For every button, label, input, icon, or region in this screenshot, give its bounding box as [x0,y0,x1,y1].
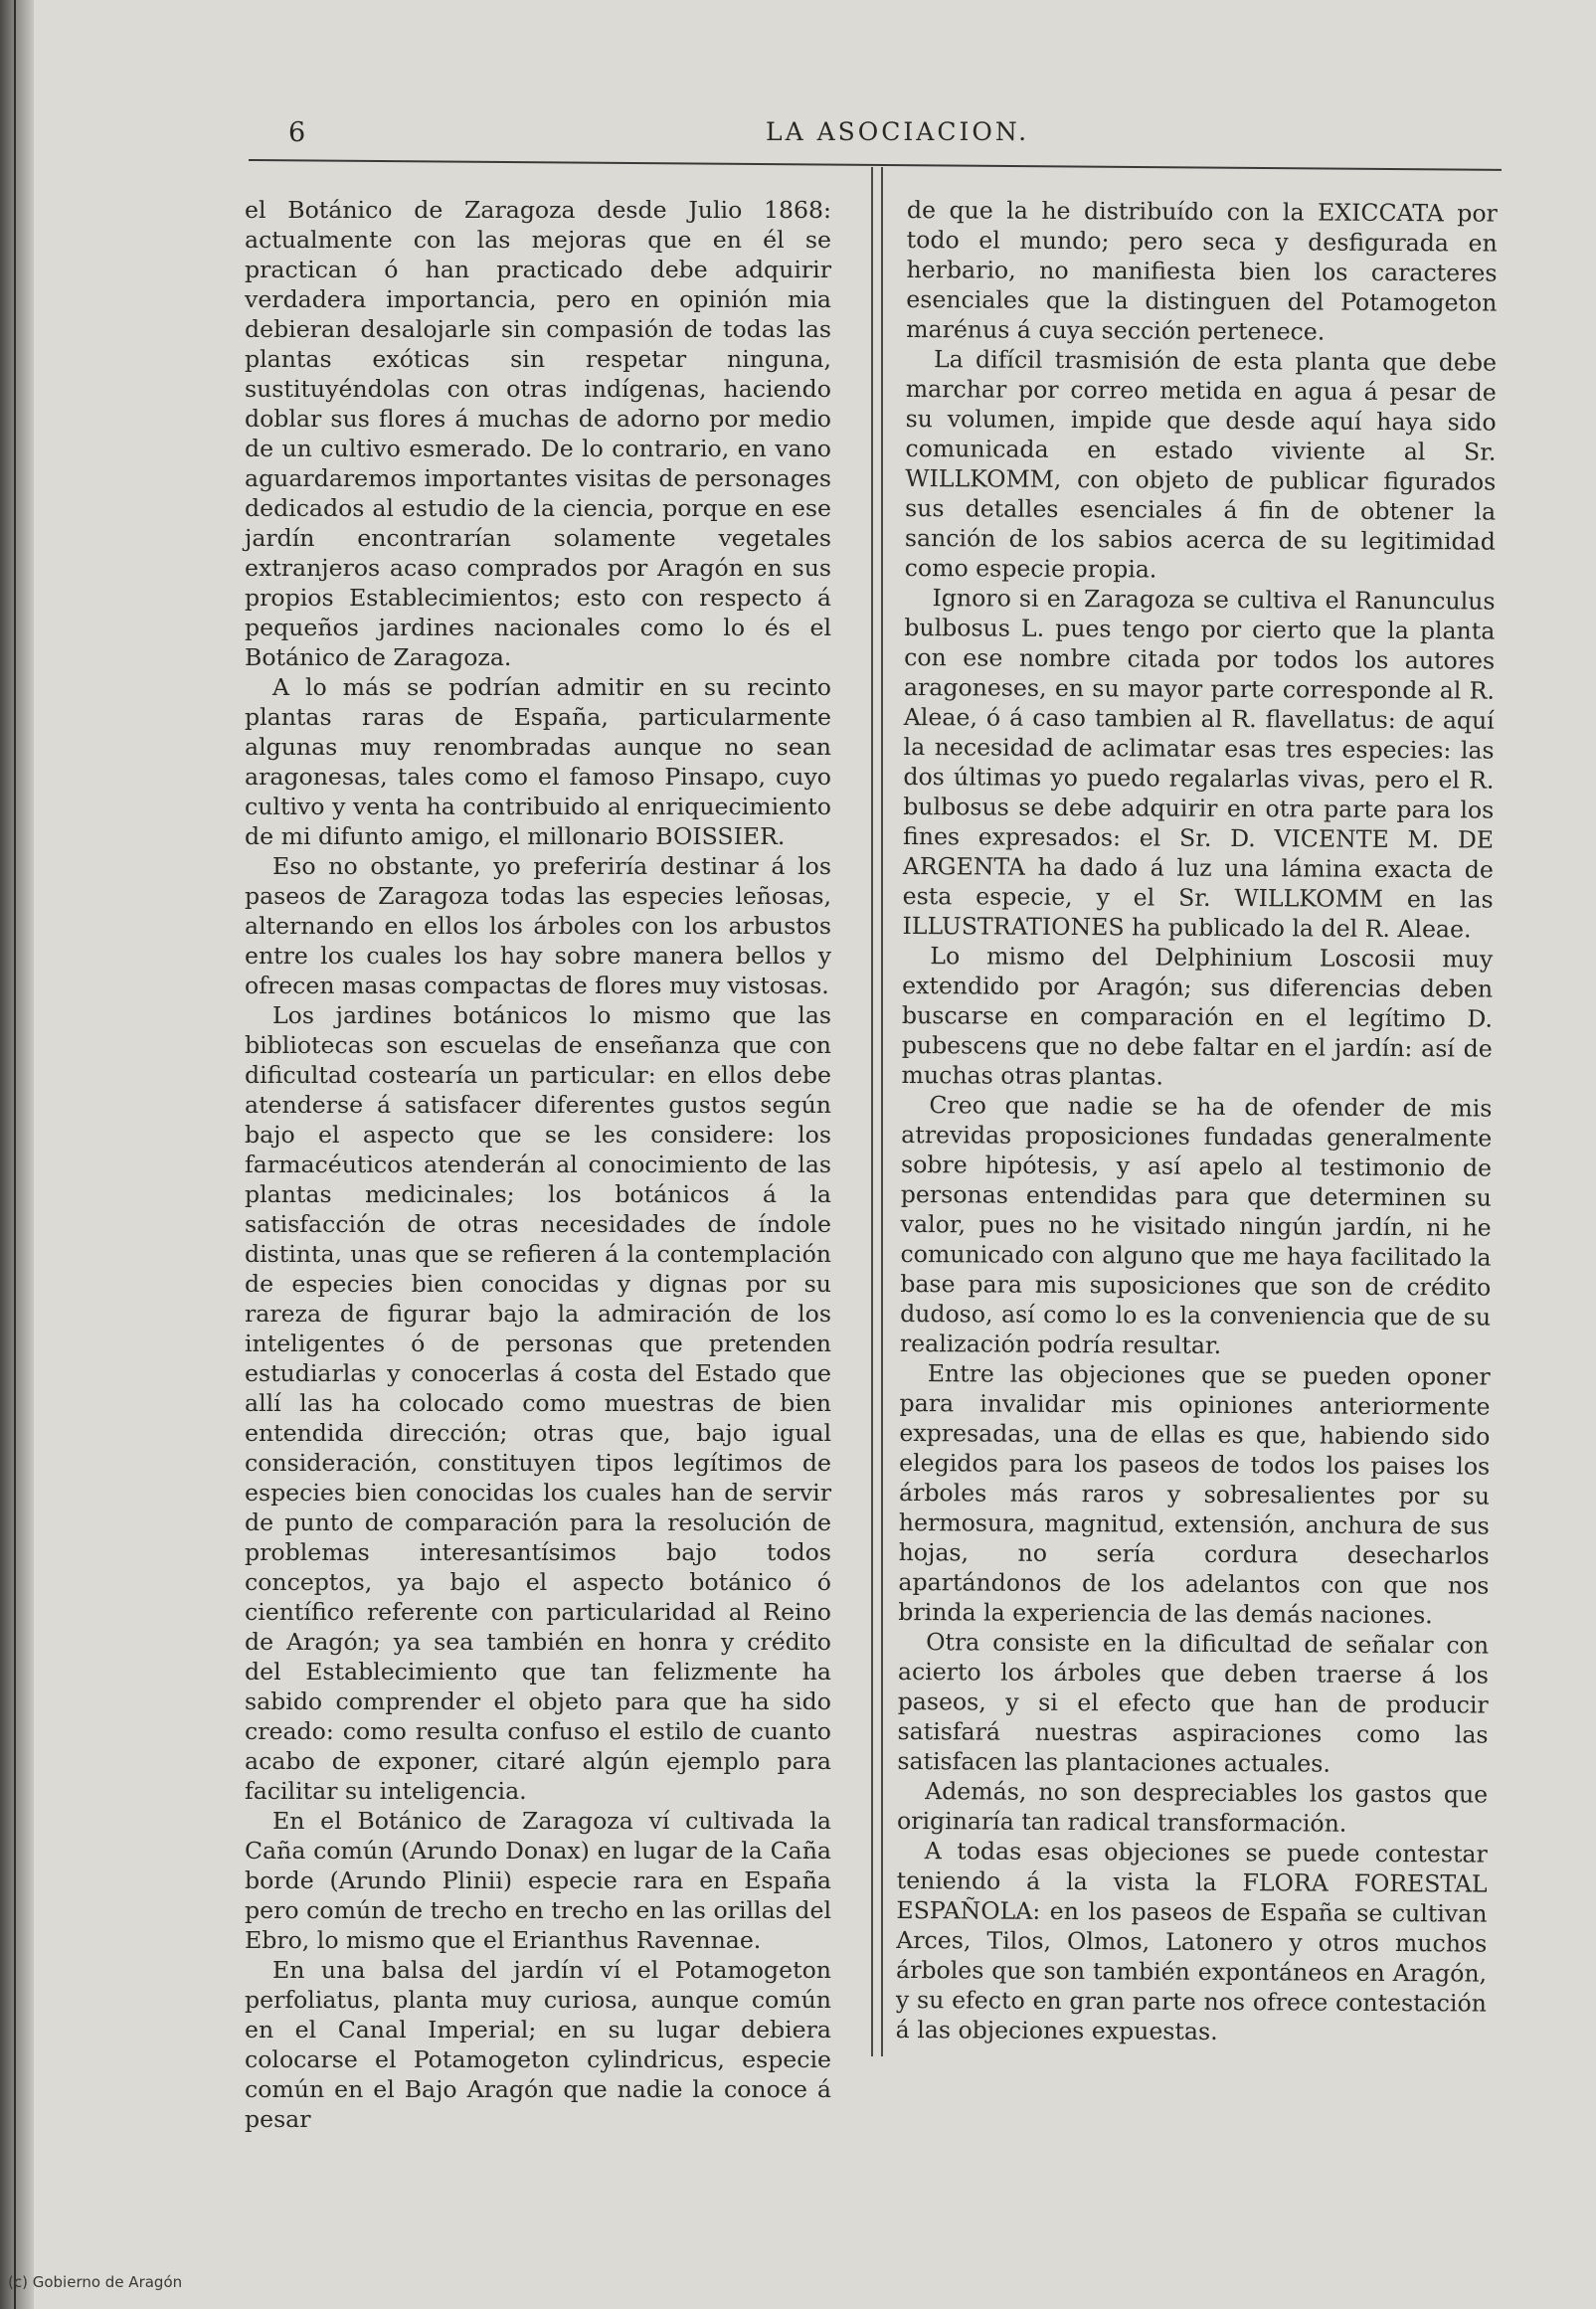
book-spine-shadow [0,0,34,2309]
page-header [249,117,1492,161]
paragraph: A lo más se podrían admitir en su recinto plantas raras de España, particularmente algunas muy renombradas aunque no sean aragonesas, tales como el famoso Pinsapo, cuyo cultivo y venta ha contribuido al enriquecimiento de mi difunto amigo, el millonario BOISSIER. [245,673,831,850]
paragraph: Eso no obstante, yo preferiría destinar á los paseos de Zaragoza todas las especies leñosas, alternando en ellos los árboles con los arbustos entre los cuales los hay sobre manera bellos y ofrecen masas compactas de flores muy vistosas. [245,852,831,999]
paragraph: Creo que nadie se ha de ofender de mis atrevidas proposiciones fundadas generalmente sobre hipótesis, y así apelo al testimonio de personas entendidas para que determinen su valor, pues no he visitado ningún jardín, ni he comunicado con alguno que me haya facilitado la base para mis suposiciones que son de crédito dudoso, así como lo es la conveniencia que de su realización podría resultar. [899,1091,1493,1359]
paragraph: La difícil trasmisión de esta planta que debe marchar por correo metida en agua á pesar de su volumen, impide que desde aquí haya sido comunicada en estado viviente al Sr. WILLKOMM, con objeto de publicar figurados sus detalles esenciales á fin de obtener la sanción de los sabios acerca de su legitimidad como especie propia. [904,345,1498,584]
paragraph: el Botánico de Zaragoza desde Julio 1868: actualmente con las mejoras que en él se practican ó han practicado debe adquirir verdadera importancia, pero en opinión mia debieran desalojarle sin compasión de todas las plantas exóticas sin respetar ninguna, sustituyéndolas con otras indígenas, haciendo doblar sus flores á muchas de adorno por medio de un cultivo esmerado. De lo contrario, en vano aguardaremos importantes visitas de personages dedicados al estudio de la ciencia, porque en ese jardín encontrarían solamente vegetales extranjeros acaso comprados por Aragón en sus propios Establecimientos; esto con respecto á pequeños jardines nacionales como lo és el Botánico de Zaragoza. [245,196,831,671]
column-divider [871,167,883,2056]
paragraph: A todas esas objeciones se puede contestar teniendo á la vista la FLORA FORESTAL ESPAÑOLA: en los paseos de España se cultivan Arces, Tilos, Olmos, Latonero y otros muchos árboles que son también expontáneos en Aragón, y su efecto en gran parte nos ofrece contestación á las objeciones expuestas. [895,1837,1488,2045]
right-column [896,195,1498,2048]
paragraph: En el Botánico de Zaragoza ví cultivada la Caña común (Arundo Donax) en lugar de la Caña borde (Arundo Plinii) especie rara en España pero común de trecho en trecho en las orillas del Ebro, lo mismo que el Erianthus Ravennae. [245,1807,831,1954]
spine-edge-line [14,0,16,2309]
paragraph: Ignoro si en Zaragoza se cultiva el Ranunculus bulbosus L. pues tengo por cierto que la planta con ese nombre citada por todos los autores aragoneses, en su mayor parte corresponde al R. Aleae, ó á caso tambien al R. flavellatus: de aquí la necesidad de aclimatar esas tres especies: las dos últimas yo puedo regalarlas vivas, pero el R. bulbosus se debe adquirir en otra parte para los fines expresados: el Sr. D. VICENTE M. DE ARGENTA ha dado á luz una lámina exacta de esta especie, y el Sr. WILLKOMM en las ILLUSTRATIONES ha publicado la del R. Aleae. [902,584,1496,944]
paragraph: Lo mismo del Delphinium Loscosii muy extendido por Aragón; sus diferencias deben buscarse en comparación en el legítimo D. pubescens que no debe faltar en el jardín: así de muchas otras plantas. [901,942,1494,1091]
paragraph: Además, no son despreciables los gastos que originaría tan radical transformación. [896,1777,1489,1838]
paragraph: de que la he distribuído con la EXICCATA por todo el mundo; pero seca y desfigurada en herbario, no manifiesta bien los caracteres esenciales que la distinguen del Potamogeton marénus á cuya sección pertenece. [906,195,1498,346]
paragraph: Otra consiste en la dificultad de señalar con acierto los árboles que deben traerse á los paseos, y si el efecto que han de producir satisfará nuestras aspiraciones como las satisfacen las plantaciones actuales. [897,1628,1490,1778]
copyright-credit: (c) Gobierno de Aragón [8,2273,183,2291]
paragraph: Los jardines botánicos lo mismo que las bibliotecas son escuelas de enseñanza que con dificultad costearía un particular: en ellos debe atenderse á satisfacer diferentes gustos según bajo el aspecto que se les considere: los farmacéuticos atenderán al conocimiento de las plantas medicinales; los botánicos á la satisfacción de otras necesidades de índole distinta, unas que se refieren á la contemplación de especies bien conocidas y dignas por su rareza de figurar bajo la admiración de los inteligentes ó de personas que pretenden estudiarlas y conocerlas á costa del Estado que allí las ha colocado como muestras de bien entendida dirección; otras que, bajo igual consideración, constituyen tipos legítimos de especies bien conocidas los cuales han de servir de punto de comparación para la resolución de problemas interesantísimos bajo todos conceptos, ya bajo el aspecto botánico ó científico referente con particularidad al Reino de Aragón; ya sea también en honra y crédito del Establecimiento que tan felizmente ha sabido comprender el objeto para que ha sido creado: como resulta confuso el estilo de cuanto acabo de exponer, citaré algún ejemplo para facilitar su inteligencia. [245,1001,831,1805]
paragraph: En una balsa del jardín ví el Potamogeton perfoliatus, planta muy curiosa, aunque común en el Canal Imperial; en su lugar debiera colocarse el Potamogeton cylindricus, especie común en el Bajo Aragón que nadie la conoce á pesar [245,1956,831,2133]
paragraph: Entre las objeciones que se pueden oponer para invalidar mis opiniones anteriormente expresadas, una de ellas es que, habiendo sido elegidos para los paseos de todos los paises los árboles más raros y sobresalientes por su hermosura, magnitud, extensión, anchura de sus hojas, no sería cordura desecharlos apartándonos de los adelantos con que nos brinda la experiencia de las demás naciones. [898,1359,1491,1630]
journal-title: LA ASOCIACION. [766,117,1030,146]
page-number: 6 [288,117,307,148]
left-column [245,195,831,2134]
